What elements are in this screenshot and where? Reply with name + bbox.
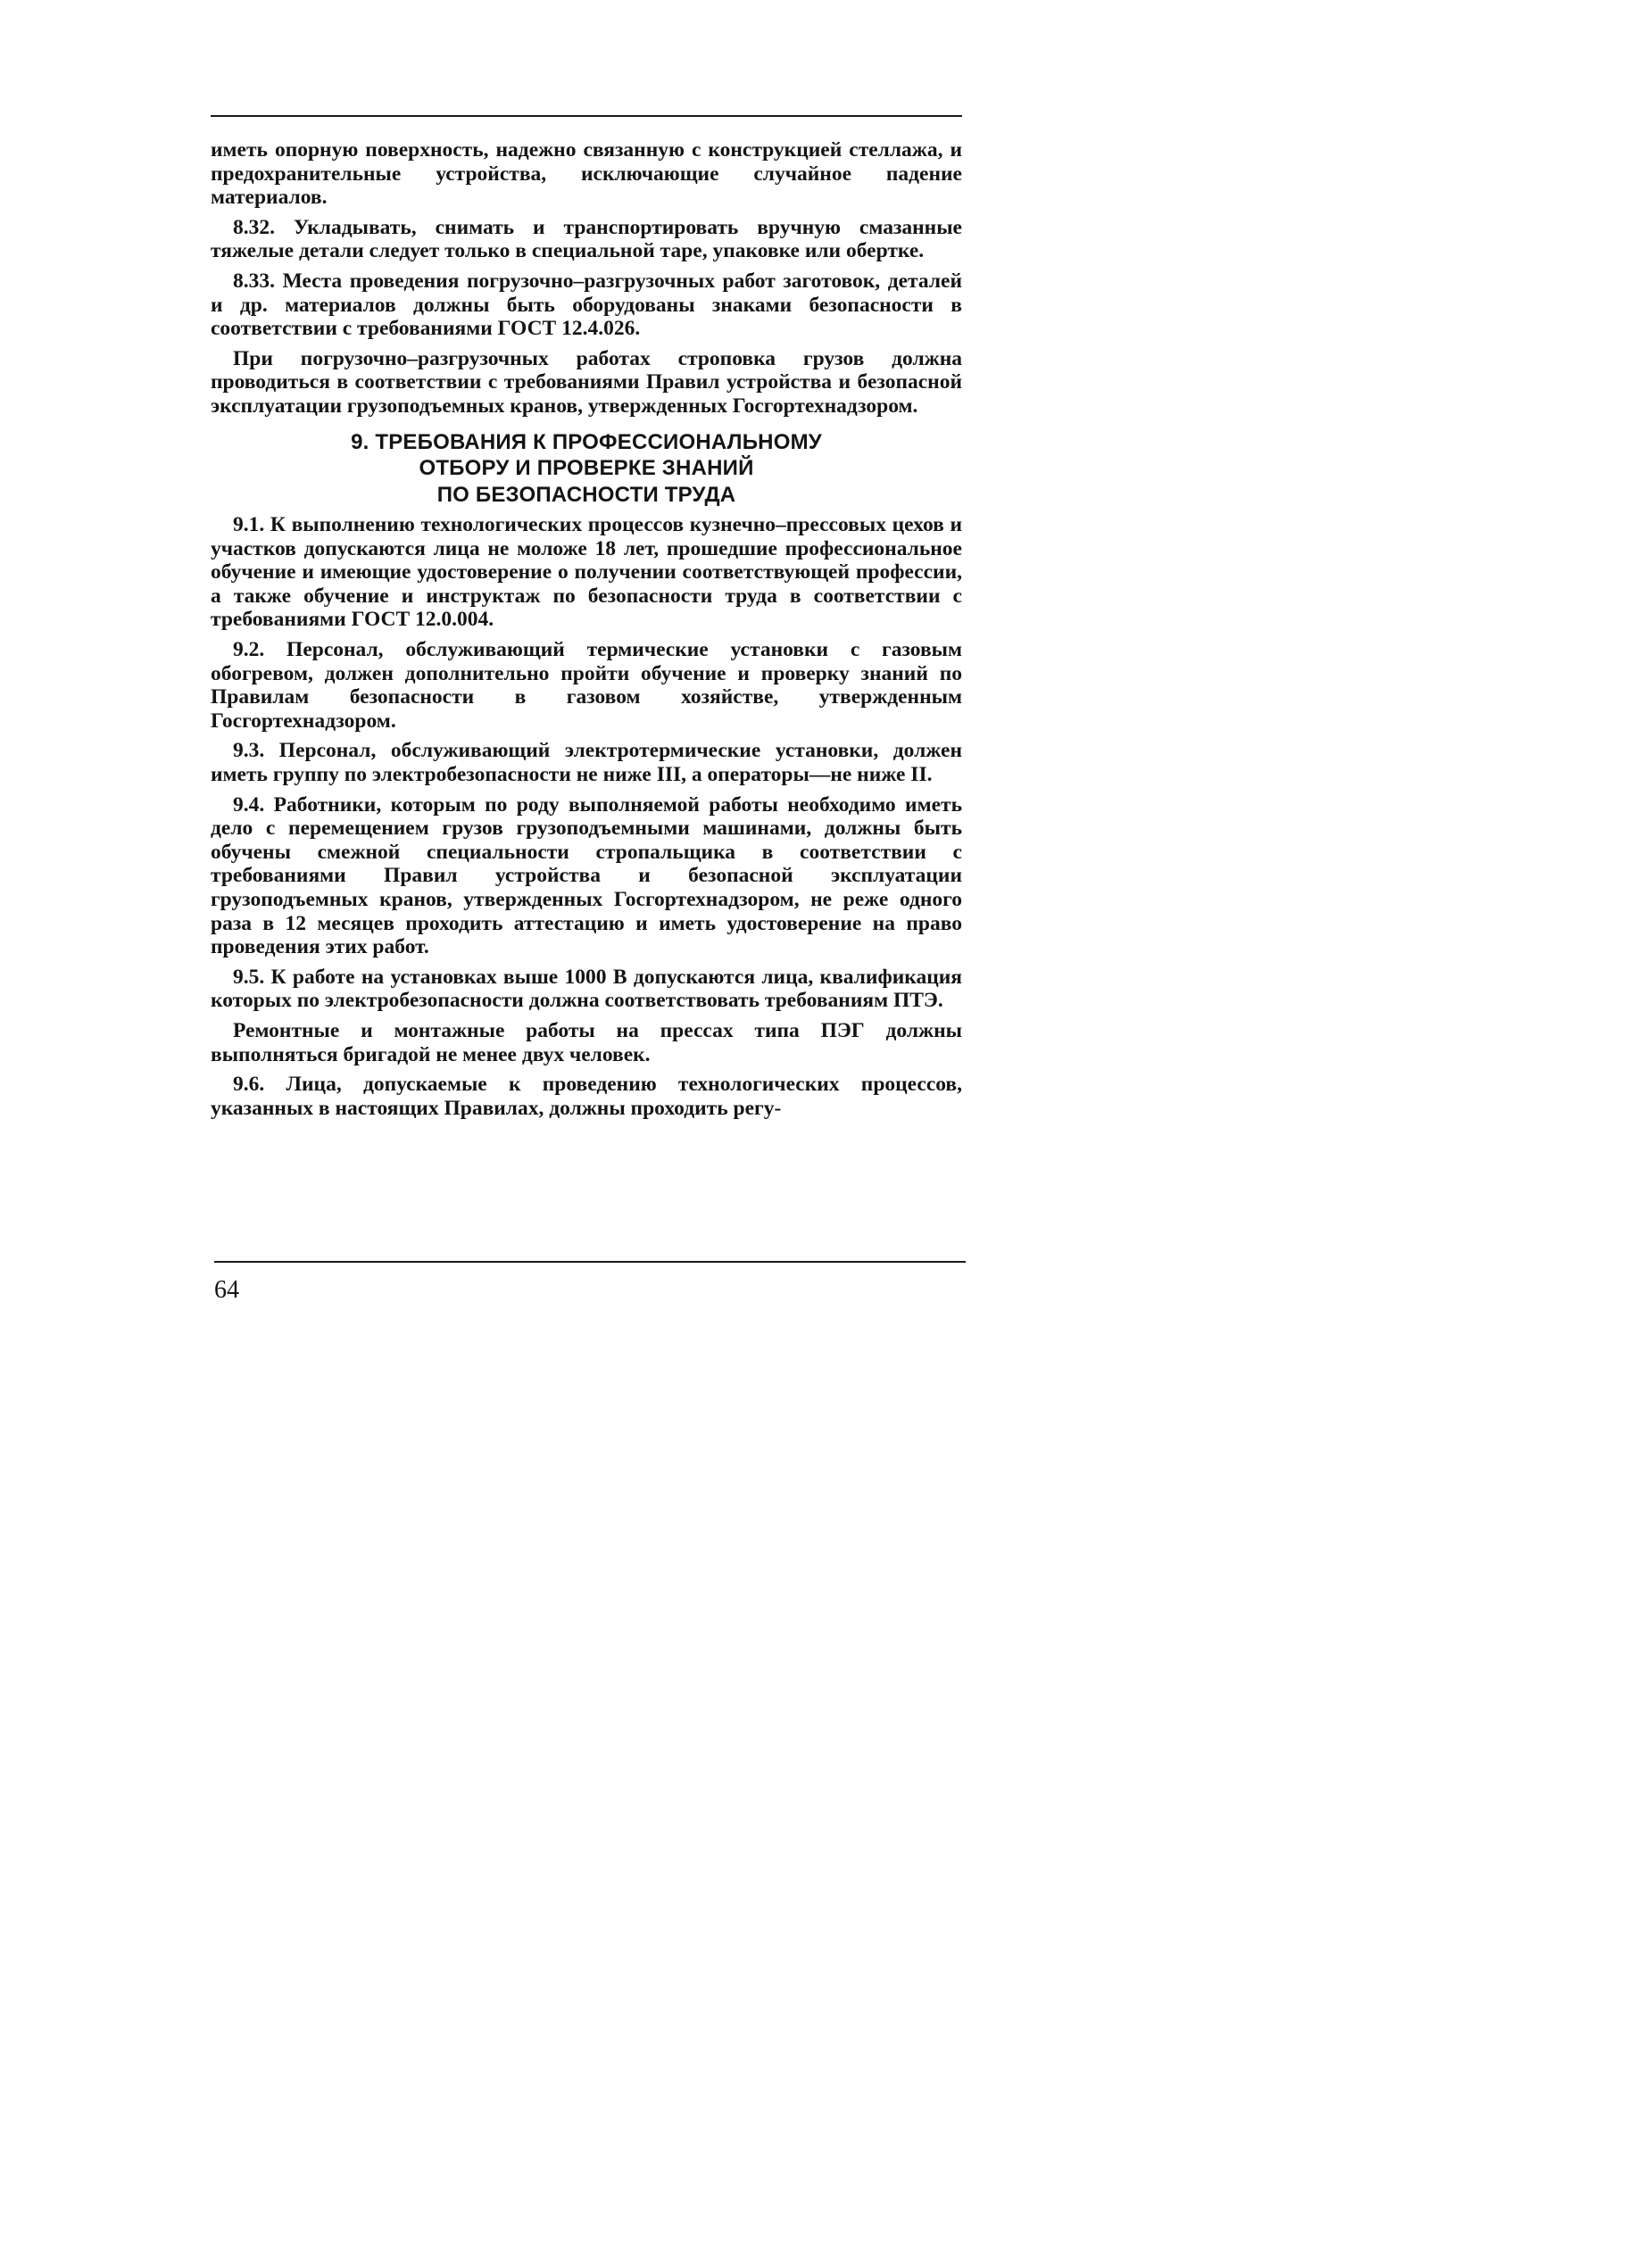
paragraph-9-6: 9.6. Лица, допускаемые к проведению технологических процессов, указанных в настоящих Правилах, должны проходить регу- (211, 1073, 962, 1120)
paragraph-9-1: 9.1. К выполнению технологических процессов кузнечно–прессовых цехов и участков допускаются лица не моложе 18 лет, прошедшие профессиональное обучение и имеющие удостоверение о получении соответствующей профессии, а также обучение и инструктаж по безопасности труда в соответствии с требованиями ГОСТ 12.0.004. (211, 513, 962, 632)
paragraph-9-3: 9.3. Персонал, обслуживающий электротермические установки, должен иметь группу по электробезопасности не ниже III, а операторы—не ниже II. (211, 739, 962, 786)
section-heading-line-3: ПО БЕЗОПАСНОСТИ ТРУДА (436, 482, 736, 507)
paragraph-8-33: 8.33. Места проведения погрузочно–разгрузочных работ заготовок, деталей и др. материалов должны быть оборудованы знаками безопасности в соответствии с требованиями ГОСТ 12.4.026. (211, 269, 962, 341)
page-number: 64 (214, 1276, 239, 1304)
paragraph-9-5: 9.5. К работе на установках выше 1000 В допускаются лица, квалификация которых по электробезопасности должна соответствовать требованиям ПТЭ. (211, 965, 962, 1013)
paragraph-9-4: 9.4. Работники, которым по роду выполняемой работы необходимо иметь дело с перемещением грузов грузоподъемными машинами, должны быть обучены смежной специальности стропальщика в соответствии с требованиями Правил устройства и безопасной эксплуатации грузоподъемных кранов, утвержденных Госгортехнадзором, не реже одного раза в 12 месяцев проходить аттестацию и иметь удостоверение на право проведения этих работ. (211, 792, 962, 959)
text-column (211, 138, 962, 1126)
paragraph-8-33-note: При погрузочно–разгрузочных работах строповка грузов должна проводиться в соответствии с требованиями Правил устройства и безопасной эксплуатации грузоподъемных кранов, утвержденных Госгортехнадзором. (211, 346, 962, 418)
top-rule (211, 115, 962, 117)
document-page (0, 0, 1043, 1473)
paragraph-continuation: иметь опорную поверхность, надежно связанную с конструкцией стеллажа, и предохранительные устройства, исключающие случайное падение материалов. (211, 138, 962, 210)
section-heading-line-2: ОТБОРУ И ПРОВЕРКЕ ЗНАНИЙ (419, 456, 754, 481)
paragraph-9-2: 9.2. Персонал, обслуживающий термические установки с газовым обогревом, должен дополнительно пройти обучение и проверку знаний по Правилам безопасности в газовом хозяйстве, утвержденным Госгортехнадзором. (211, 638, 962, 733)
section-heading (211, 429, 962, 509)
paragraph-8-32: 8.32. Укладывать, снимать и транспортировать вручную смазанные тяжелые детали следует только в специальной таре, упаковке или обертке. (211, 215, 962, 263)
paragraph-9-5-note: Ремонтные и монтажные работы на прессах типа ПЭГ должны выполняться бригадой не менее двух человек. (211, 1018, 962, 1066)
bottom-rule (214, 1261, 966, 1263)
section-heading-line-1: 9. ТРЕБОВАНИЯ К ПРОФЕССИОНАЛЬНОМУ (351, 429, 822, 454)
